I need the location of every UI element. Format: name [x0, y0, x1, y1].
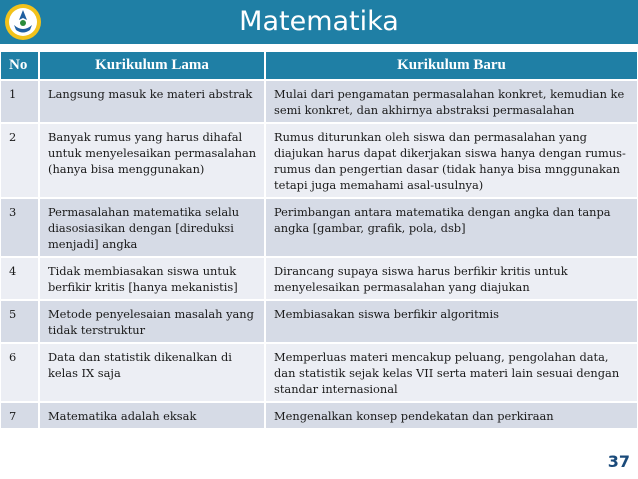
- cell-kurikulum-baru: Memperluas materi mencakup peluang, pengolahan data, dan statistik sejak kelas VII serta materi lain sesuai dengan standar internasional: [265, 343, 637, 402]
- cell-no: 1: [1, 80, 39, 123]
- cell-no: 3: [1, 198, 39, 257]
- cell-no: 4: [1, 257, 39, 300]
- comparison-table-wrapper: [1, 52, 637, 428]
- page-title: Matematika: [239, 6, 399, 37]
- cell-no: 6: [1, 343, 39, 402]
- cell-kurikulum-baru: Membiasakan siswa berfikir algoritmis: [265, 300, 637, 343]
- comparison-table: [1, 52, 637, 428]
- table-row: [1, 257, 637, 300]
- table-row: [1, 402, 637, 428]
- page-number: 37: [607, 452, 630, 471]
- table-row: [1, 80, 637, 123]
- cell-no: 5: [1, 300, 39, 343]
- header-kurikulum-lama: Kurikulum Lama: [39, 52, 265, 80]
- cell-kurikulum-baru: Mulai dari pengamatan permasalahan konkret, kemudian ke semi konkret, dan akhirnya abstraksi permasalahan: [265, 80, 637, 123]
- table-row: [1, 198, 637, 257]
- cell-kurikulum-lama: Tidak membiasakan siswa untuk berfikir kritis [hanya mekanistis]: [39, 257, 265, 300]
- table-header-row: [1, 52, 637, 80]
- cell-no: 7: [1, 402, 39, 428]
- cell-no: 2: [1, 123, 39, 198]
- cell-kurikulum-baru: Mengenalkan konsep pendekatan dan perkiraan: [265, 402, 637, 428]
- table-row: [1, 123, 637, 198]
- cell-kurikulum-lama: Matematika adalah eksak: [39, 402, 265, 428]
- cell-kurikulum-lama: Banyak rumus yang harus dihafal untuk menyelesaikan permasalahan (hanya bisa menggunakan): [39, 123, 265, 198]
- cell-kurikulum-baru: Dirancang supaya siswa harus berfikir kritis untuk menyelesaikan permasalahan yang diajukan: [265, 257, 637, 300]
- table-row: [1, 343, 637, 402]
- cell-kurikulum-baru: Perimbangan antara matematika dengan angka dan tanpa angka [gambar, grafik, pola, dsb]: [265, 198, 637, 257]
- cell-kurikulum-baru: Rumus diturunkan oleh siswa dan permasalahan yang diajukan harus dapat dikerjakan siswa hanya dengan rumus-rumus dan pengertian dasar (tidak hanya bisa mnggunakan tetapi juga memahami asal-usulnya): [265, 123, 637, 198]
- cell-kurikulum-lama: Langsung masuk ke materi abstrak: [39, 80, 265, 123]
- header-no: No: [1, 52, 39, 80]
- cell-kurikulum-lama: Data dan statistik dikenalkan di kelas IX saja: [39, 343, 265, 402]
- header-kurikulum-baru: Kurikulum Baru: [265, 52, 637, 80]
- cell-kurikulum-lama: Permasalahan matematika selalu diasosiasikan dengan [direduksi menjadi] angka: [39, 198, 265, 257]
- cell-kurikulum-lama: Metode penyelesaian masalah yang tidak terstruktur: [39, 300, 265, 343]
- table-row: [1, 300, 637, 343]
- title-bar: [0, 0, 638, 44]
